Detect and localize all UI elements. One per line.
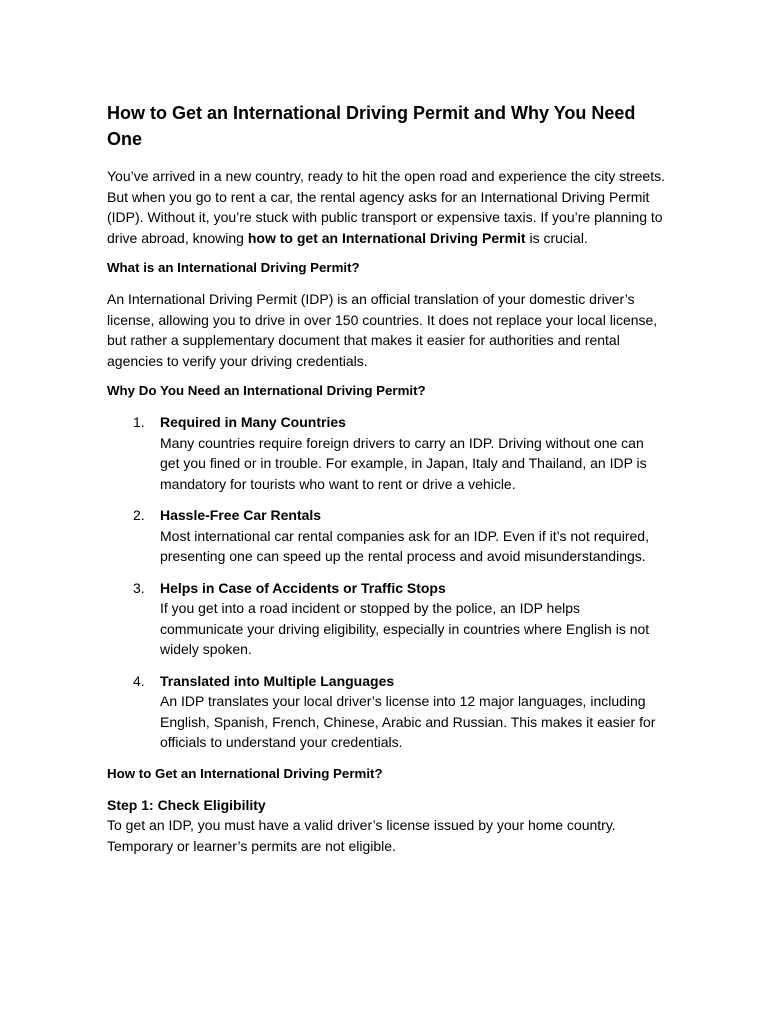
list-item-number: 1.: [133, 414, 145, 430]
list-item-title: Helps in Case of Accidents or Traffic Stops: [160, 579, 446, 596]
intro-bold-text: how to get an International Driving Permit: [247, 229, 526, 246]
list-item-body: Most international car rental companies ask for an IDP. Even if it’s not required, presenting one can speed up the rental process and avoid misunderstandings.: [160, 527, 649, 564]
list-item-number: 2.: [133, 507, 145, 523]
intro-paragraph: [107, 166, 667, 248]
list-item-number: 4.: [133, 672, 145, 689]
intro-text-after: is crucial.: [525, 229, 588, 246]
list-item-title: Required in Many Countries: [160, 414, 346, 430]
step-1-body: To get an IDP, you must have a valid driver’s license issued by your home country. Temporary or learner’s permits are not eligible.: [107, 817, 616, 854]
section-heading-what: What is an International Driving Permit?: [107, 260, 360, 275]
section-what-body: An International Driving Permit (IDP) is an official translation of your domestic driver’s license, allowing you to drive in over 150 countries. It does not replace your local license, but rather a supplementary document that makes it easier for authorities and rental agencies to verify your driving credentials.: [107, 291, 658, 369]
intro-text-before: You’ve arrived in a new country, ready to hit the open road and experience the city streets. But when you go to rent a car, the rental agency asks for an International Driving Permit (IDP). Without it, you’re stuck with public transport or expensive taxis. If you’re planning to drive abroad, knowing: [107, 168, 665, 246]
document-content: [107, 100, 667, 866]
list-item-body: Many countries require foreign drivers to carry an IDP. Driving without one can get you fined or in trouble. For example, in Japan, Italy and Thailand, an IDP is mandatory for tourists who want to rent or drive a vehicle.: [160, 434, 647, 492]
list-item-body: An IDP translates your local driver’s license into 12 major languages, including English, Spanish, French, Chinese, Arabic and Russian. This makes it easier for officials to understand your credentials.: [160, 693, 656, 750]
step-1-title: Step 1: Check Eligibility: [107, 796, 266, 813]
section-heading-how: How to Get an International Driving Permit?: [107, 765, 383, 781]
list-item: [107, 671, 667, 753]
document-title: How to Get an International Driving Permit and Why You Need One: [107, 103, 636, 149]
list-item-title: Hassle-Free Car Rentals: [160, 507, 322, 523]
list-item: [107, 412, 667, 494]
section-heading-why: Why Do You Need an International Driving Permit?: [107, 383, 426, 398]
list-item-number: 3.: [133, 579, 145, 596]
list-item: [107, 505, 667, 567]
list-item-body: If you get into a road incident or stopped by the police, an IDP helps communicate your driving eligibility, especially in countries where English is not widely spoken.: [160, 600, 650, 657]
list-item: [107, 578, 667, 660]
step-1-paragraph: [107, 795, 667, 857]
reasons-list: [107, 412, 667, 753]
list-item-title: Translated into Multiple Languages: [160, 672, 395, 689]
